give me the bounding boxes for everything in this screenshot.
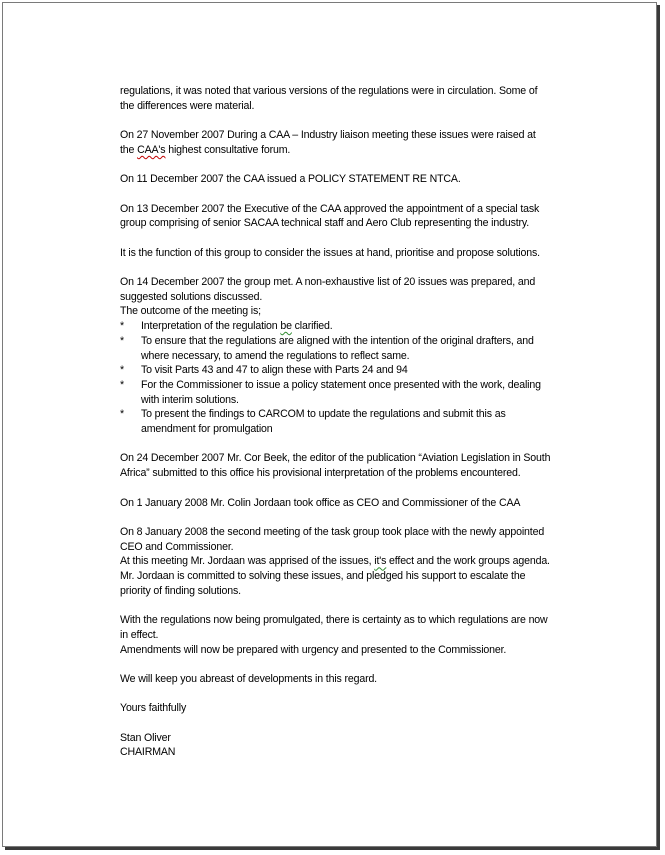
text-line: With the regulations now being promulgated, there is certainty as to which regulations are now	[120, 614, 548, 627]
list-item	[120, 363, 580, 378]
text-line: On 24 December 2007 Mr. Cor Beek, the editor of the publication “Aviation Legislation in South	[120, 452, 551, 465]
paragraph-24-december	[120, 451, 580, 480]
paragraph-1-january	[120, 496, 580, 511]
paragraph-regulations-circulation	[120, 84, 580, 113]
paragraph-14-december	[120, 275, 580, 437]
paragraph-keep-abreast	[120, 672, 580, 687]
text-line: On 1 January 2008 Mr. Colin Jordaan took office as CEO and Commissioner of the CAA	[120, 496, 521, 509]
list-item	[120, 334, 580, 363]
text-line: On 27 November 2007 During a CAA – Industry liaison meeting these issues were raised at	[120, 129, 536, 142]
text-line	[120, 143, 580, 158]
text-line: in effect.	[120, 628, 159, 641]
paragraph-27-november	[120, 128, 580, 157]
list-item	[120, 407, 580, 436]
document-page	[2, 2, 657, 847]
text-line: group comprising of senior SACAA technical staff and Aero Club representing the industry.	[120, 217, 530, 230]
bullet-marker: *	[120, 378, 124, 391]
bullet-marker: *	[120, 334, 124, 347]
text-line: Yours faithfully	[120, 702, 187, 715]
text-line	[120, 554, 580, 569]
list-item	[120, 378, 580, 407]
text-fragment: highest consultative forum.	[165, 143, 291, 156]
text-fragment: clarified.	[291, 320, 333, 333]
letter-body	[120, 84, 580, 760]
list-item-text	[141, 319, 580, 334]
closing-salutation	[120, 701, 580, 716]
text-fragment: At this meeting Mr. Jordaan was apprised of the issues,	[120, 555, 375, 568]
list-item	[120, 319, 580, 334]
bullet-marker: *	[120, 408, 124, 421]
text-line: regulations, it was noted that various versions of the regulations were in circulation. Some of	[120, 85, 538, 97]
list-item-text	[141, 407, 580, 436]
text-fragment: the	[120, 143, 138, 156]
text-line: On 11 December 2007 the CAA issued a POLICY STATEMENT RE NTCA.	[120, 173, 461, 186]
text-line: The outcome of the meeting is;	[120, 305, 261, 318]
signature-name: Stan Oliver	[120, 731, 171, 744]
text-line: It is the function of this group to consider the issues at hand, prioritise and propose solutions.	[120, 246, 540, 259]
text-line: Mr. Jordaan is committed to solving these issues, and pledged his support to escalate the	[120, 570, 526, 583]
text-line: priority of finding solutions.	[120, 584, 241, 597]
bullet-marker: *	[120, 364, 124, 377]
list-item-text	[141, 378, 580, 407]
paragraph-13-december	[120, 202, 580, 231]
signature-block	[120, 731, 580, 760]
text-line: with interim solutions.	[141, 393, 239, 406]
list-item-text	[141, 363, 580, 378]
grammar-flag-word[interactable]: it's	[374, 555, 387, 568]
text-line: Amendments will now be prepared with urgency and presented to the Commissioner.	[120, 643, 507, 656]
bullet-marker: *	[120, 320, 124, 333]
paragraph-group-function	[120, 246, 580, 261]
text-line: where necessary, to amend the regulations to reflect same.	[141, 349, 410, 362]
text-fragment: effect and the work groups agenda.	[386, 555, 550, 568]
text-line: To visit Parts 43 and 47 to align these with Parts 24 and 94	[141, 364, 408, 377]
text-fragment: Interpretation of the regulation	[141, 320, 281, 333]
paragraph-11-december	[120, 172, 580, 187]
paragraph-regulations-promulgated	[120, 613, 580, 657]
spelling-flag-word[interactable]: CAA's	[137, 143, 166, 156]
text-line: To ensure that the regulations are aligned with the intention of the original drafters, and	[141, 334, 534, 347]
text-line: For the Commissioner to issue a policy statement once presented with the work, dealing	[141, 378, 541, 391]
grammar-flag-word[interactable]: be	[280, 320, 292, 333]
text-line: amendment for promulgation	[141, 423, 273, 436]
text-line: To present the findings to CARCOM to update the regulations and submit this as	[141, 408, 506, 421]
list-item-text	[141, 334, 580, 363]
text-line: Africa” submitted to this office his provisional interpretation of the problems encountered.	[120, 467, 521, 480]
text-line: On 8 January 2008 the second meeting of the task group took place with the newly appointed	[120, 525, 545, 538]
text-line: suggested solutions discussed.	[120, 290, 263, 303]
paragraph-8-january	[120, 525, 580, 599]
text-line: On 14 December 2007 the group met. A non-exhaustive list of 20 issues was prepared, and	[120, 276, 536, 289]
text-line: the differences were material.	[120, 99, 255, 112]
text-line: On 13 December 2007 the Executive of the CAA approved the appointment of a special task	[120, 202, 540, 215]
text-line: CEO and Commissioner.	[120, 540, 234, 553]
signature-title: CHAIRMAN	[120, 746, 176, 759]
text-line: We will keep you abreast of developments in this regard.	[120, 672, 377, 685]
